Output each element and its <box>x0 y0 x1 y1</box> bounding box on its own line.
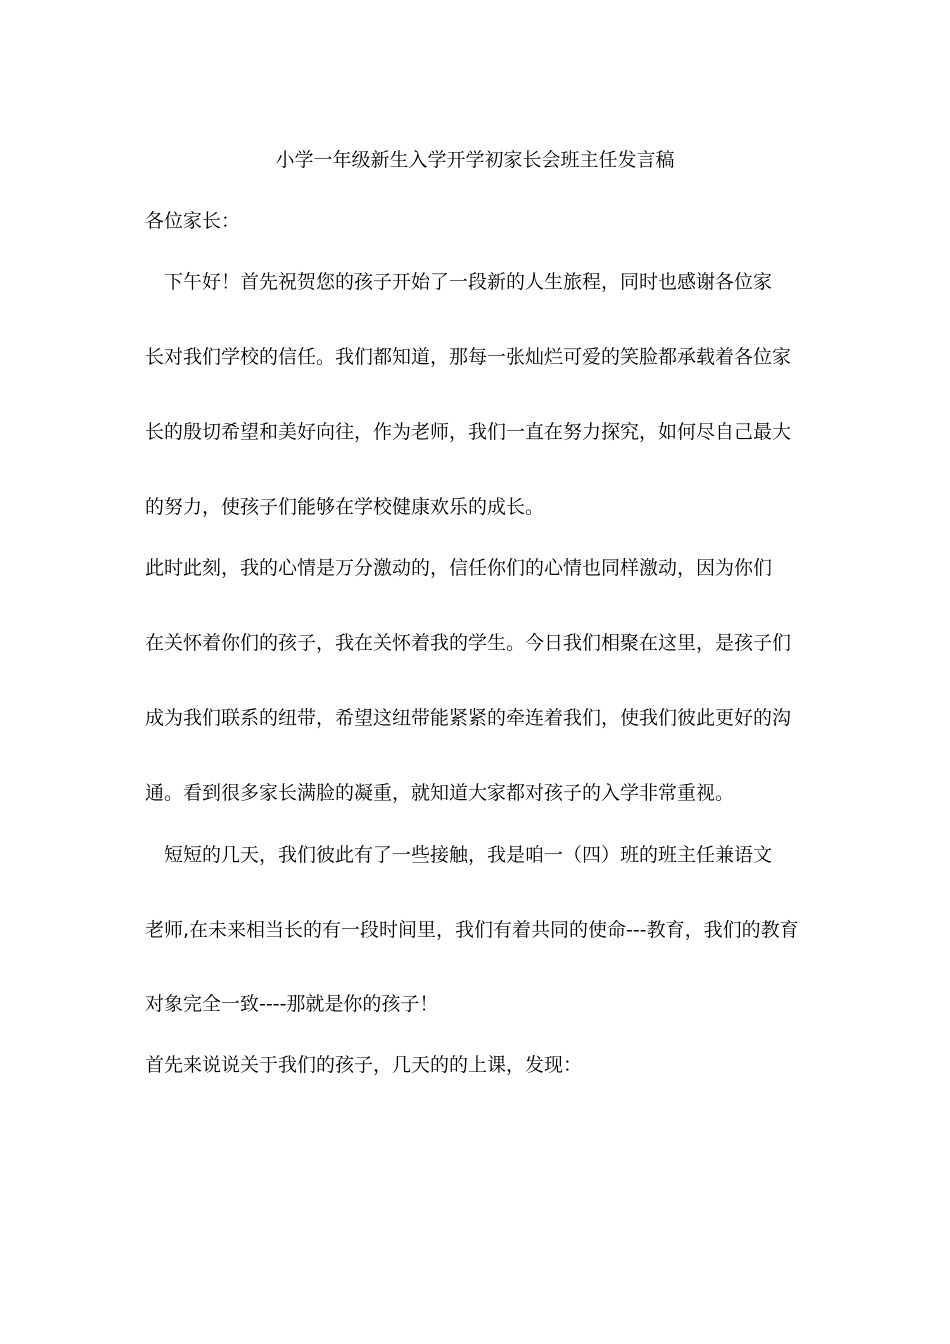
paragraph-1-line-1: 下午好！首先祝贺您的孩子开始了一段新的人生旅程，同时也感谢各位家 <box>145 271 773 293</box>
paragraph-2-line-3: 成为我们联系的纽带，希望这纽带能紧紧的牵连着我们，使我们彼此更好的沟 <box>145 707 792 729</box>
paragraph-2-line-1: 此时此刻，我的心情是万分激动的，信任你们的心情也同样激动，因为你们 <box>145 557 773 579</box>
paragraph-3-line-2: 老师,在未来相当长的有一段时间里，我们有着共同的使命---教育，我们的教育 <box>145 919 799 941</box>
paragraph-1-line-4: 的努力，使孩子们能够在学校健康欢乐的成长。 <box>145 496 545 518</box>
paragraph-1-line-3: 长的殷切希望和美好向往，作为老师，我们一直在努力探究，如何尽自己最大 <box>145 421 792 443</box>
paragraph-3-line-3: 对象完全一致----那就是你的孩子！ <box>145 993 439 1015</box>
paragraph-4-line-1: 首先来说说关于我们的孩子，几天的的上课，发现： <box>145 1054 583 1076</box>
paragraph-1-line-2: 长对我们学校的信任。我们都知道，那每一张灿烂可爱的笑脸都承载着各位家 <box>145 346 792 368</box>
salutation: 各位家长： <box>145 210 241 232</box>
document-title: 小学一年级新生入学开学初家长会班主任发言稿 <box>275 149 675 171</box>
paragraph-3-line-1: 短短的几天，我们彼此有了一些接触，我是咱一（四）班的班主任兼语文 <box>145 844 773 866</box>
paragraph-2-line-2: 在关怀着你们的孩子，我在关怀着我的学生。今日我们相聚在这里，是孩子们 <box>145 632 792 654</box>
paragraph-2-line-4: 通。看到很多家长满脸的凝重，就知道大家都对孩子的入学非常重视。 <box>145 782 735 804</box>
